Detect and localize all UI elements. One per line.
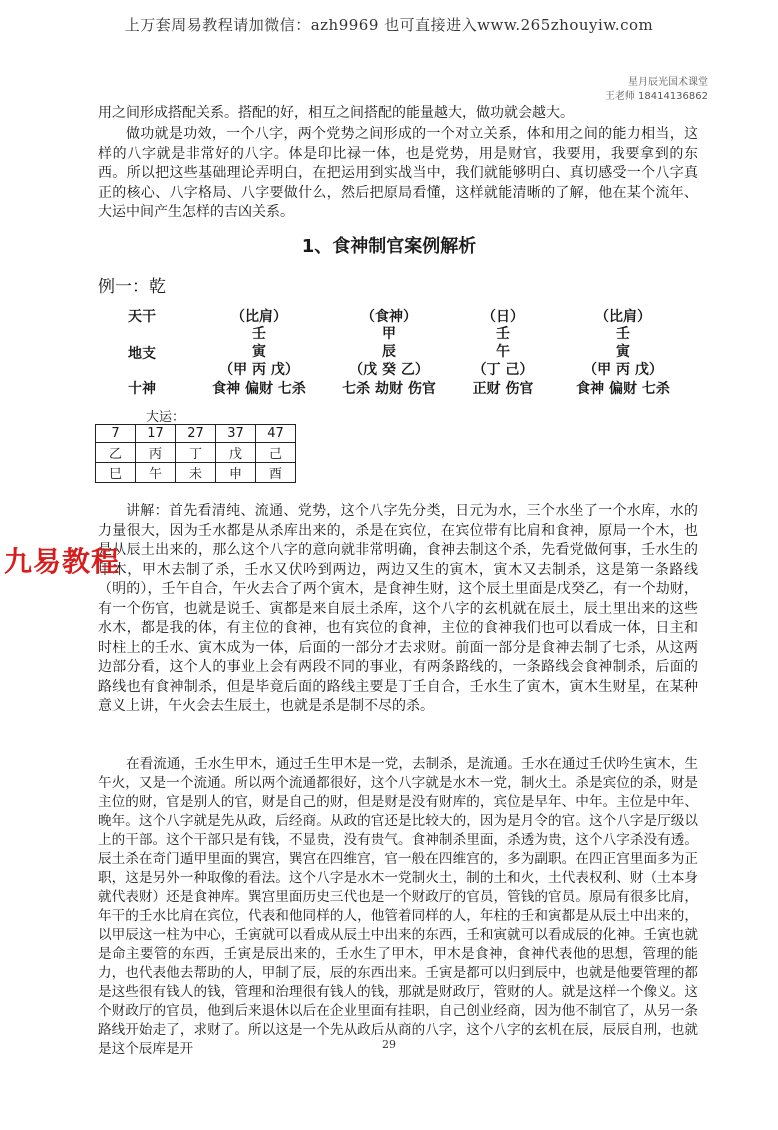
dayun-ages-row [96,425,296,443]
dayun-branch: 未 [176,463,216,483]
body-paragraph-2: 在看流通，壬水生甲木，通过壬生甲木是一党，去制杀，是流通。壬水在通过壬伏吟生寅木，生午火，又是一个流通。所以两个流通都很好，这个八字就是水木一党，制火土。杀是宾位的杀，财是主位的财，官是别人的官，财是自己的财，但是财是没有财库的，宾位是早年、中年。主位是中年、晚年。这个八字就是先从政，后经商。从政的官还是比较大的，因为是月令的官。这个八字是厅级以上的干部。这个干部只是有钱，不显贵，没有贵气。食神制杀里面，杀透为贵，这个八字杀没有透。辰土杀在奇门遁甲里面的巽宫，巽宫在四维宫，官一般在四维宫的，多为副职。在四正宫里面多为正职，这是另外一种取像的看法。这个八字是水木一党制火土，制的土和火，土代表权利、财（土本身就代表财）还是食神库。巽宫里面历史三代也是一个财政厅的官员，管钱的官员。原局有很多比肩，年干的壬水比肩在宾位，代表和他同样的人，他管着同样的人，年柱的壬和寅都是从辰土中出来的，以甲辰这一柱为中心，壬寅就可以看成从辰土中出来的东西，壬和寅就可以看成辰的化神。壬寅也就是命主要管的东西，壬寅是辰出来的，壬水生了甲木，甲木是食神，食神代表他的思想，管理的能力，也代表他去帮助的人，甲制了辰，辰的东西出来。壬寅是都可以归到辰中，也就是他要管理的都是这些很有钱人的钱，管理和治理很有钱人的钱，那就是财政厅，管财的人。就是这样一个像义。这个财政厅的官员，他到后来退休以后在企业里面有挂职，自己创业经商，因为他不制官了，从另一条路线开始走了，求财了。所以这是一个先从政后从商的八字，这个八字的玄机在辰，辰辰自刑，也就是这个辰库是开 [98,756,698,1057]
dayun-stem: 戊 [216,443,256,463]
dayun-age: 17 [136,425,176,443]
pillar-year-hidden: （甲 丙 戊） [219,362,299,378]
pillar-day-stem: 壬 [496,326,510,342]
pillar-month-branch: 辰 [382,344,396,360]
pillar-hour-branch: 寅 [616,344,630,360]
dayun-branch: 午 [136,463,176,483]
dayun-stem: 丙 [136,443,176,463]
body-paragraph-1: 讲解：首先看清纯、流通、党势，这个八字先分类，日元为水，三个水坐了一个水库，水的力量很大，因为壬水都是从杀库出来的，杀是在宾位，在宾位带有比肩和食神，原局一个木，也是从辰土出来的，那么这个八字的意向就非常明确，食神去制这个杀，先看党做何事，壬水生的甲木，甲木去制了杀，壬水又伏吟到两边，两边又生的寅木，寅木又去制杀，这是第一条路线（明的），壬午自合，午火去合了两个寅木，是食神生财，这个辰土里面是戊癸乙，有一个劫财，有一个伤官，也就是说壬、寅都是来自辰土杀库，这个八字的玄机就在辰土，辰土里出来的这些水木，都是我的体，有主位的食神，也有宾位的食神，主位的食神我们也可以看成一体，日主和时柱上的壬水、寅木成为一体，后面的一部分才去求财。前面一部分是食神去制了七杀，从这两边部分看，这个人的事业上会有两段不同的事业，有两条路线的，一条路线会食神制杀，后面的路线也有食神制杀，但是毕竟后面的路线主要是丁壬自合，壬水生了寅木，寅木生财星，在某种意义上讲，午火会去生辰土，也就是杀是制不尽的杀。 [98,503,698,714]
dayun-stem: 己 [256,443,296,463]
pillar-year-role: （比肩） [231,309,287,325]
dayun-age: 37 [216,425,256,443]
pillar-month-hidden: （戊 癸 乙） [349,362,429,378]
row-label-dizhi: 地支 [128,346,156,362]
dayun-branch: 酉 [256,463,296,483]
dayun-table [95,424,296,483]
watermark-text: 九易教程 [4,545,121,578]
dayun-stem: 乙 [96,443,136,463]
section-title: 1、食神制官案例解析 [301,236,477,257]
pillar-hour-stem: 壬 [616,326,630,342]
pillar-month-stem: 甲 [382,326,396,342]
pillar-day-hidden: （丁 己） [472,362,534,378]
dayun-age: 27 [176,425,216,443]
pillar-month-role: （食神） [361,309,417,325]
row-label-shishen: 十神 [128,381,156,397]
row-label-tiangan: 天干 [128,309,156,325]
brand-name: 星月辰光国术课堂 [628,77,708,88]
pillar-year-stem: 壬 [252,326,266,342]
dayun-branch: 申 [216,463,256,483]
page-number: 29 [382,1038,396,1051]
pillar-year-gods: 食神 偏财 七杀 [212,381,306,397]
intro-paragraph-1: 用之间形成搭配关系。搭配的好，相互之间搭配的能量越大，做功就会越大。 [98,105,574,121]
pillar-month-gods: 七杀 劫财 伤官 [342,381,436,397]
pillar-hour-hidden: （甲 丙 戊） [583,362,663,378]
dayun-label: 大运： [146,410,186,425]
pillar-hour-role: （比肩） [595,309,651,325]
dayun-branch: 巳 [96,463,136,483]
promo-banner: 上万套周易教程请加微信：azh9969 也可直接进入www.265zhouyiw.com [124,16,654,34]
brand-block [605,76,708,104]
dayun-stem: 丁 [176,443,216,463]
intro-paragraph-2: 做功就是功效，一个八字，两个党势之间形成的一个对立关系，体和用之间的能力相当，这样的八字就是非常好的八字。体是印比禄一体，也是党势，用是财官，我要用，我要拿到的东西。所以把这些基础理论弄明白，在把运用到实战当中，我们就能够明白、真切感受一个八字真正的核心、八字格局、八字要做什么，然后把原局看懂，这样就能清晰的了解，他在某个流年、大运中间产生怎样的吉凶关系。 [98,126,698,220]
pillar-day-branch: 午 [496,344,510,360]
pillar-day-role: （日） [482,309,524,325]
pillar-day-gods: 正财 伤官 [472,381,534,397]
dayun-branches-row [96,463,296,483]
dayun-stems-row [96,443,296,463]
dayun-age: 7 [96,425,136,443]
pillar-year-branch: 寅 [252,344,266,360]
example-label: 例一：乾 [98,277,166,297]
dayun-age: 47 [256,425,296,443]
pillar-hour-gods: 食神 偏财 七杀 [576,381,670,397]
brand-contact: 王老师 18414136862 [604,91,708,102]
